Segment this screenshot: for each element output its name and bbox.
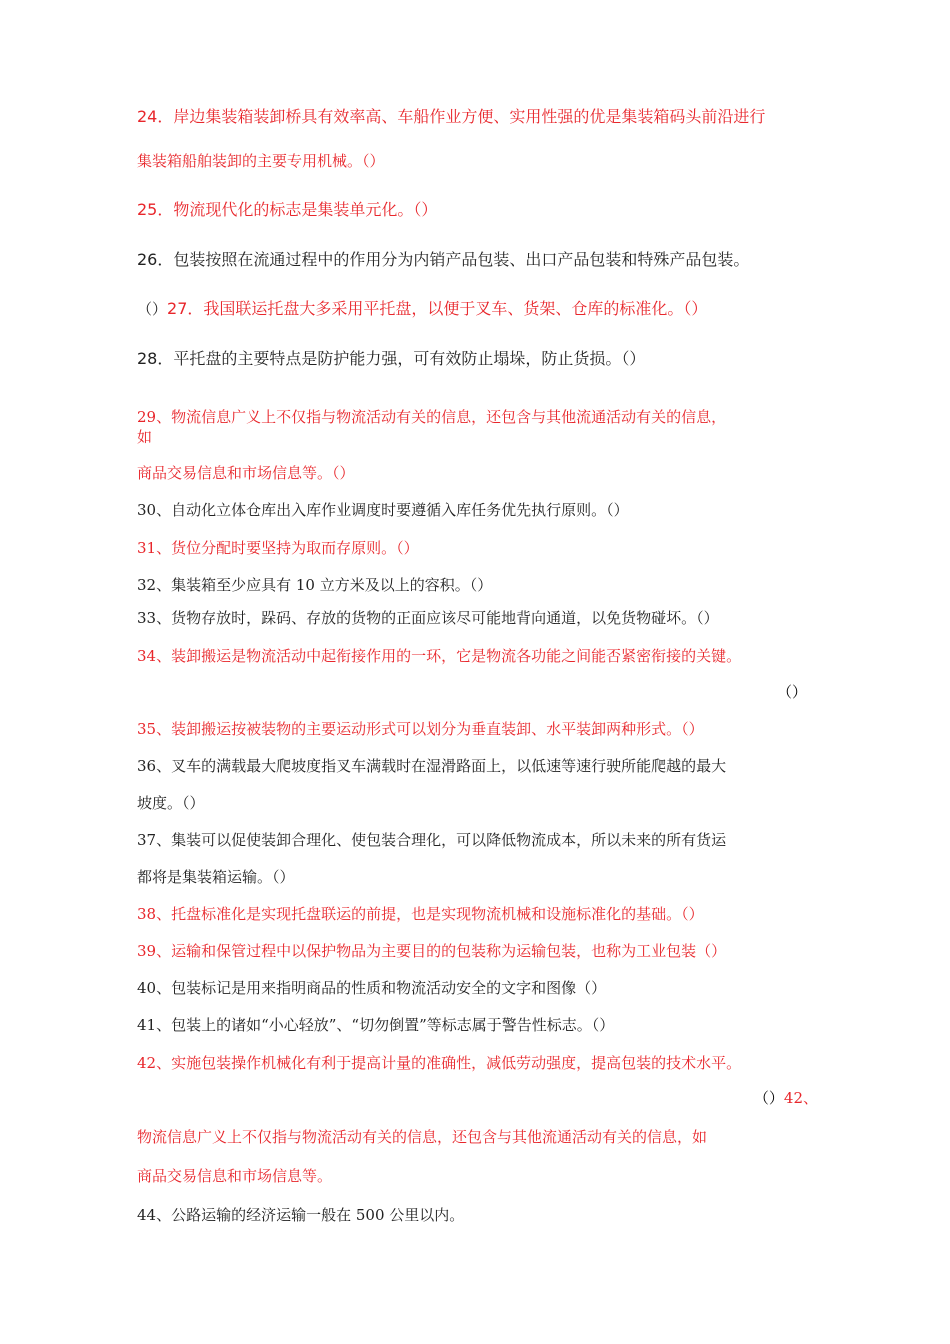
question-29-line-3: 商品交易信息和市场信息等。（） <box>137 464 355 482</box>
question-36-line-1: 36、叉车的满载最大爬坡度指叉车满载时在湿滑路面上，以低速等速行驶所能爬越的最大 <box>137 757 727 775</box>
question-25: 25．物流现代化的标志是集装单元化。（） <box>137 200 438 219</box>
question-29-line-2: 如 <box>137 428 153 446</box>
question-28: 28．平托盘的主要特点是防护能力强，可有效防止塌垛，防止货损。（） <box>137 349 646 368</box>
question-26-answer-blank: （） <box>137 300 168 318</box>
question-29-line-1: 29、物流信息广义上不仅指与物流活动有关的信息，还包含与其他流通活动有关的信息， <box>137 408 727 426</box>
question-44: 44、公路运输的经济运输一般在 500 公里以内。 <box>137 1206 465 1224</box>
question-27-row <box>137 299 707 319</box>
question-42: 42、实施包装操作机械化有利于提高计量的准确性，减低劳动强度，提高包装的技术水平。 <box>137 1054 742 1072</box>
question-31: 31、货位分配时要坚持为取而存原则。（） <box>137 539 419 557</box>
question-40: 40、包装标记是用来指明商品的性质和物流活动安全的文字和图像（） <box>137 979 607 997</box>
question-36-line-2: 坡度。（） <box>137 794 205 812</box>
question-37-line-1: 37、集装可以促使装卸合理化、使包装合理化，可以降低物流成本，所以未来的所有货运 <box>137 831 727 849</box>
question-39: 39、运输和保管过程中以保护物品为主要目的的包装称为运输包装，也称为工业包装（） <box>137 942 727 960</box>
question-34-answer-blank: （） <box>776 683 807 701</box>
question-42b-line-1: 物流信息广义上不仅指与物流活动有关的信息，还包含与其他流通活动有关的信息，如 <box>137 1128 708 1146</box>
question-24-line-1: 24．岸边集装箱装卸桥具有效率高、车船作业方便、实用性强的优是集装箱码头前沿进行 <box>137 107 766 126</box>
question-32: 32、集装箱至少应具有 10 立方米及以上的容积。（） <box>137 576 493 594</box>
question-24-line-2: 集装箱船舶装卸的主要专用机械。（） <box>137 152 385 170</box>
question-30: 30、自动化立体仓库出入库作业调度时要遵循入库任务优先执行原则。（） <box>137 501 629 519</box>
question-26: 26．包装按照在流通过程中的作用分为内销产品包装、出口产品包装和特殊产品包装。 <box>137 250 750 269</box>
question-42-answer-blank: （） <box>753 1089 784 1107</box>
question-38: 38、托盘标准化是实现托盘联运的前提，也是实现物流机械和设施标准化的基础。（） <box>137 905 704 923</box>
question-41: 41、包装上的诸如“小心轻放”、“切勿倒置”等标志属于警告性标志。（） <box>137 1016 615 1034</box>
question-42-next-number: 42、 <box>783 1089 818 1107</box>
question-27: 27．我国联运托盘大多采用平托盘，以便于叉车、货架、仓库的标准化。（） <box>167 299 708 318</box>
question-42b-line-2: 商品交易信息和市场信息等。 <box>137 1167 333 1185</box>
question-35: 35、装卸搬运按被装物的主要运动形式可以划分为垂直装卸、水平装卸两种形式。（） <box>137 720 704 738</box>
question-37-line-2: 都将是集装箱运输。（） <box>137 868 295 886</box>
question-42-tail <box>754 1088 818 1108</box>
question-34: 34、装卸搬运是物流活动中起衔接作用的一环，它是物流各功能之间能否紧密衔接的关键。 <box>137 647 742 665</box>
question-33: 33、货物存放时，跺码、存放的货物的正面应该尽可能地背向通道，以免货物碰坏。（） <box>137 609 719 627</box>
